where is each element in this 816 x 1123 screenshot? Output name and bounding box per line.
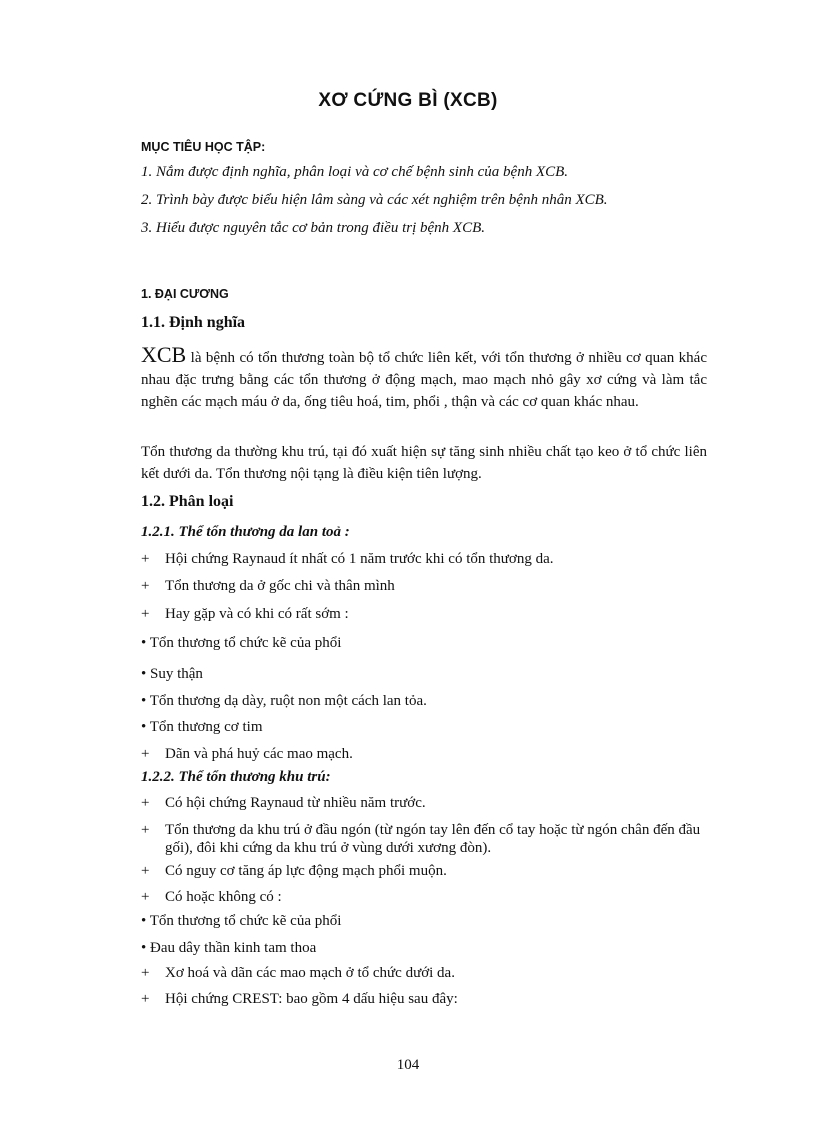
plus-icon: + [141,889,150,905]
plus-icon: + [141,863,150,879]
definition-text: là bệnh có tổn thương toàn bộ tổ chức liên kết, với tổn thương ở nhiều cơ quan khác nhau đặc trưng bằng các tổn thương ở động mạch, mao mạch nhỏ gây xơ cứng và làm tắc nghẽn các mạch máu ở da, ống tiêu hoá, tim, phổi , thận và các cơ quan khác nhau. [141,350,707,410]
classification-heading: 1.2. Phân loại [141,493,234,510]
list-item: + Tổn thương da khu trú ở đầu ngón (từ ngón tay lên đến cổ tay hoặc từ ngón chân đến đầu gối), đôi khi cứng da khu trú ở vùng dưới xương đòn). [141,822,701,856]
objective-item: 2. Trình bày được biểu hiện lâm sàng và các xét nghiệm trên bệnh nhân XCB. [141,192,608,208]
plus-icon: + [141,578,150,594]
diffuse-heading: 1.2.1. Thể tổn thương da lan toả : [141,524,350,540]
list-item: + Có hội chứng Raynaud từ nhiều năm trước. [141,795,426,811]
bullet-item: • Tổn thương tổ chức kẽ của phổi [141,635,342,651]
bullet-item: • Tổn thương cơ tim [141,719,263,735]
plus-icon: + [141,822,150,838]
list-item: + Dãn và phá huỷ các mao mạch. [141,746,353,762]
definition-paragraph-2: Tổn thương da thường khu trú, tại đó xuất hiện sự tăng sinh nhiều chất tạo keo ở tổ chức liên kết dưới da. Tổn thương nội tạng là điều kiện tiên lượng. [141,444,707,482]
list-item: + Tổn thương da ở gốc chi và thân mình [141,578,395,594]
list-item: + Hội chứng CREST: bao gồm 4 dấu hiệu sau đây: [141,991,458,1007]
bullet-icon: • [141,666,147,682]
bullet-item: • Suy thận [141,666,203,682]
bullet-icon: • [141,940,147,956]
list-item: + Có hoặc không có : [141,889,282,905]
list-item: + Có nguy cơ tăng áp lực động mạch phổi muộn. [141,863,447,879]
section-heading: 1. ĐẠI CƯƠNG [141,287,229,301]
definition-heading: 1.1. Định nghĩa [141,314,246,331]
plus-icon: + [141,965,150,981]
plus-icon: + [141,606,150,622]
plus-icon: + [141,795,150,811]
bullet-item: • Đau dây thần kinh tam thoa [141,940,317,956]
plus-icon: + [141,991,150,1007]
bullet-icon: • [141,719,147,735]
objective-item: 1. Nắm được định nghĩa, phân loại và cơ chế bệnh sinh của bệnh XCB. [141,164,569,180]
list-item: + Xơ hoá và dãn các mao mạch ở tổ chức dưới da. [141,965,455,981]
definition-lead: XCB [141,342,187,367]
list-item: + Hội chứng Raynaud ít nhất có 1 năm trước khi có tổn thương da. [141,551,554,567]
definition-paragraph [141,344,707,413]
page-number: 104 [396,1057,420,1073]
document-title: XƠ CỨNG BÌ (XCB) [318,90,498,111]
list-item: + Hay gặp và có khi có rất sớm : [141,606,349,622]
bullet-icon: • [141,913,147,929]
bullet-icon: • [141,693,147,709]
bullet-icon: • [141,635,147,651]
plus-icon: + [141,551,150,567]
bullet-item: • Tổn thương dạ dày, ruột non một cách lan tỏa. [141,693,427,709]
objectives-heading: MỤC TIÊU HỌC TẬP: [141,140,266,154]
limited-heading: 1.2.2. Thể tổn thương khu trú: [141,769,331,785]
plus-icon: + [141,746,150,762]
bullet-item: • Tổn thương tổ chức kẽ của phổi [141,913,342,929]
objective-item: 3. Hiểu được nguyên tắc cơ bản trong điều trị bệnh XCB. [141,220,485,236]
